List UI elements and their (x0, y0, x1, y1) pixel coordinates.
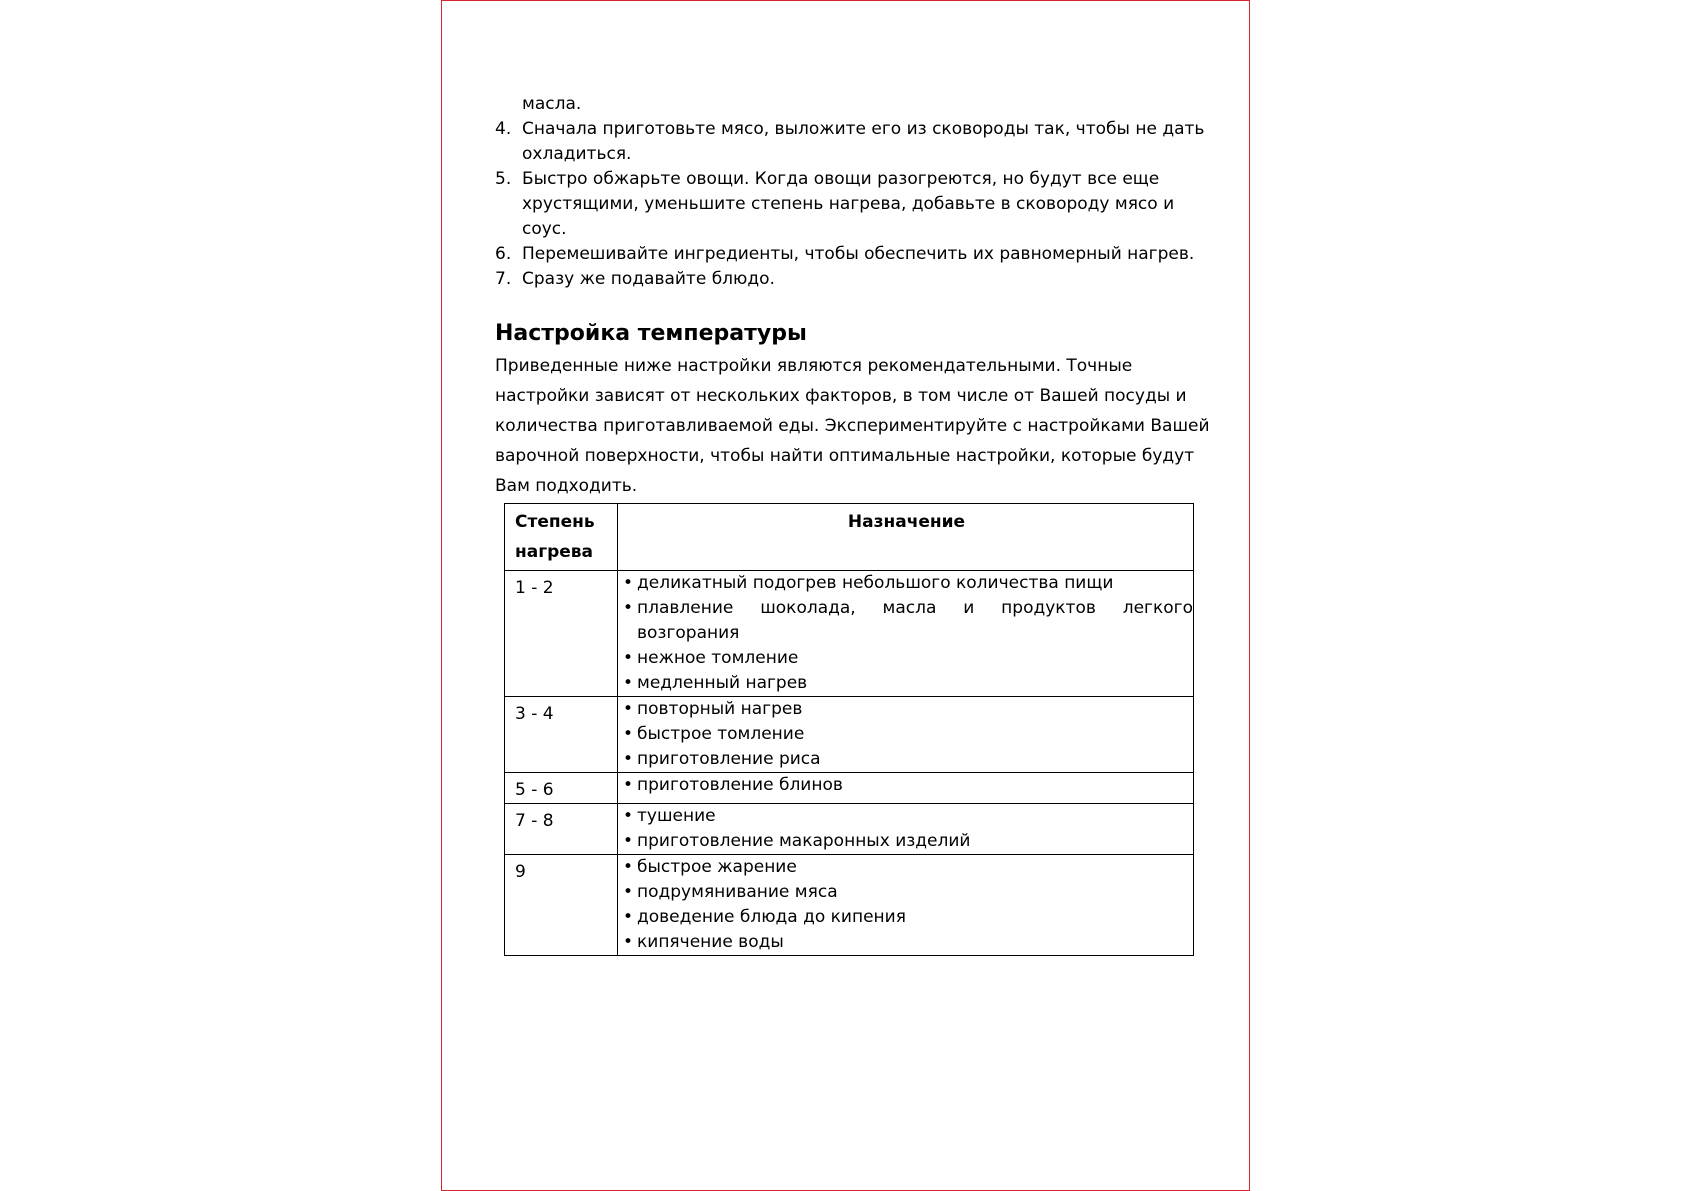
header-heat-level: Степень нагрева (505, 504, 618, 571)
table-header-row (505, 504, 1194, 571)
list-item: • повторный нагрев (618, 697, 1193, 722)
paragraph-line: Приведенные ниже настройки являются рекомендательными. Точные (495, 356, 1133, 376)
table-row (505, 571, 1194, 697)
list-item: • плавление шоколада, масла и продуктов легкого (618, 596, 1193, 621)
purpose-cell (618, 697, 1194, 773)
list-item: • кипячение воды (618, 930, 1193, 955)
step-number: 4. (495, 119, 512, 139)
paragraph-line: количества приготавливаемой еды. Экспериментируйте с настройками Вашей (495, 416, 1210, 436)
step-item-7 (495, 267, 1205, 292)
step-item-4 (495, 117, 1205, 167)
list-item: • приготовление макаронных изделий (618, 829, 1193, 854)
list-item-continuation: возгорания (637, 623, 740, 643)
step-text: Быстро обжарьте овощи. Когда овощи разогреются, но будут все еще (522, 169, 1160, 189)
step-number: 5. (495, 169, 512, 189)
purpose-cell (618, 855, 1194, 956)
heat-level-cell: 5 - 6 (505, 773, 618, 804)
section-paragraph (495, 351, 1210, 501)
step-text: Сначала приготовьте мясо, выложите его из сковороды так, чтобы не дать (522, 119, 1205, 139)
list-item: • деликатный подогрев небольшого количества пищи (618, 571, 1193, 596)
heat-level-cell: 9 (505, 855, 618, 956)
page-content (495, 92, 1210, 956)
purpose-cell (618, 804, 1194, 855)
heat-level-cell: 7 - 8 (505, 804, 618, 855)
table-row (505, 804, 1194, 855)
section-heading: Настройка температуры (495, 321, 807, 346)
paragraph-line: Вам подходить. (495, 476, 638, 496)
list-item: • быстрое жарение (618, 855, 1193, 880)
table-row (505, 855, 1194, 956)
list-item: • тушение (618, 804, 1193, 829)
purpose-cell (618, 571, 1194, 697)
step-number: 7. (495, 269, 512, 289)
table-row (505, 697, 1194, 773)
step-number: 6. (495, 244, 512, 264)
heat-level-cell: 1 - 2 (505, 571, 618, 697)
paragraph-line: варочной поверхности, чтобы найти оптимальные настройки, которые будут (495, 446, 1195, 466)
step-item-5 (495, 167, 1205, 242)
paragraph-line: настройки зависят от нескольких факторов, в том числе от Вашей посуды и (495, 386, 1187, 406)
step-text: охладиться. (522, 144, 632, 164)
list-item: • нежное томление (618, 646, 1193, 671)
header-purpose: Назначение (618, 504, 1194, 571)
step-item-6 (495, 242, 1205, 267)
list-item: • приготовление риса (618, 747, 1193, 772)
step-text: соус. (522, 219, 567, 239)
list-item: • доведение блюда до кипения (618, 905, 1193, 930)
heat-level-cell: 3 - 4 (505, 697, 618, 773)
heat-settings-table (504, 503, 1194, 956)
step-text: Сразу же подавайте блюдо. (522, 269, 775, 289)
step-text: хрустящими, уменьшите степень нагрева, добавьте в сковороду мясо и (522, 194, 1175, 214)
list-item: • подрумянивание мяса (618, 880, 1193, 905)
step-3-continuation: масла. (522, 94, 582, 114)
list-item: • приготовление блинов (618, 773, 1193, 798)
table-row (505, 773, 1194, 804)
document-page (441, 0, 1250, 1191)
step-text: Перемешивайте ингредиенты, чтобы обеспечить их равномерный нагрев. (522, 244, 1195, 264)
list-item: • быстрое томление (618, 722, 1193, 747)
purpose-cell (618, 773, 1194, 804)
list-item: • медленный нагрев (618, 671, 1193, 696)
